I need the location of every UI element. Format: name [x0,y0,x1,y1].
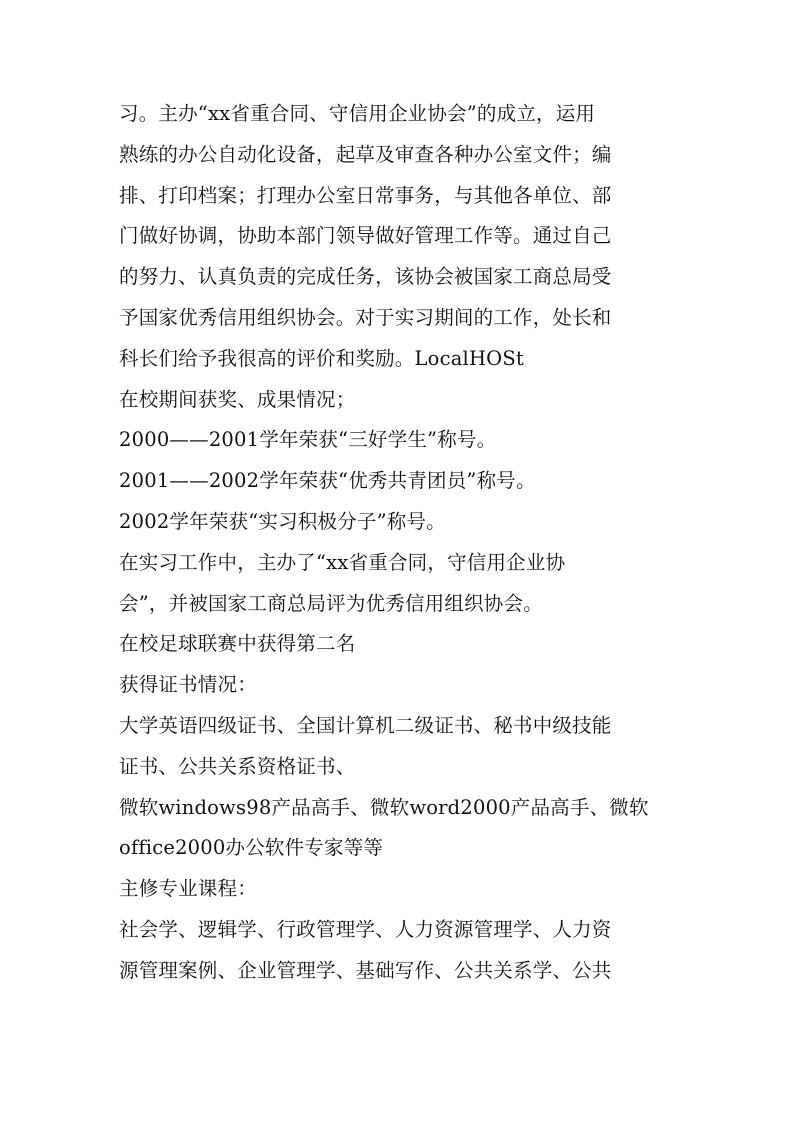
text-line: 习。主办“xx省重合同、守信用企业协会”的成立，运用 [119,102,596,125]
award-item: 2001——2002学年荣获“优秀共青团员”称号。 [119,469,536,493]
text-line: 排、打印档案；打理办公室日常事务，与其他各单位、部 [119,183,612,207]
section-heading-certificates: 获得证书情况： [119,673,257,697]
award-item: 2000——2001学年荣获“三好学生”称号。 [119,428,497,452]
course-list: 源管理案例、企业管理学、基础写作、公共关系学、公共 [119,958,612,982]
text-line: 熟练的办公自动化设备，起草及审查各种办公室文件；编 [119,142,612,166]
section-heading-courses: 主修专业课程： [119,877,257,901]
text-line: 科长们给予我很高的评价和奖励。LocalHOSt [119,346,524,370]
text-line: 门做好协调，协助本部门领导做好管理工作等。通过自己 [119,224,612,248]
text-line: 予国家优秀信用组织协会。对于实习期间的工作，处长和 [119,305,612,329]
award-item: 在实习工作中，主办了“xx省重合同，守信用企业协 [119,550,566,574]
certificate-item: office2000办公软件专家等等 [119,836,384,860]
section-heading-awards: 在校期间获奖、成果情况； [119,387,356,411]
body-text [119,94,679,992]
award-item: 在校足球联赛中获得第二名 [119,632,356,656]
award-item: 2002学年荣获“实习积极分子”称号。 [119,509,446,533]
certificate-item: 微软windows98产品高手、微软word2000产品高手、微软 [119,795,649,819]
text-line: 的努力、认真负责的完成任务，该协会被国家工商总局受 [119,265,612,289]
certificate-item: 大学英语四级证书、全国计算机二级证书、秘书中级技能 [119,713,612,737]
award-item: 会”，并被国家工商总局评为优秀信用组织协会。 [119,591,543,615]
certificate-item: 证书、公共关系资格证书、 [119,754,356,778]
course-list: 社会学、逻辑学、行政管理学、人力资源管理学、人力资 [119,917,612,941]
